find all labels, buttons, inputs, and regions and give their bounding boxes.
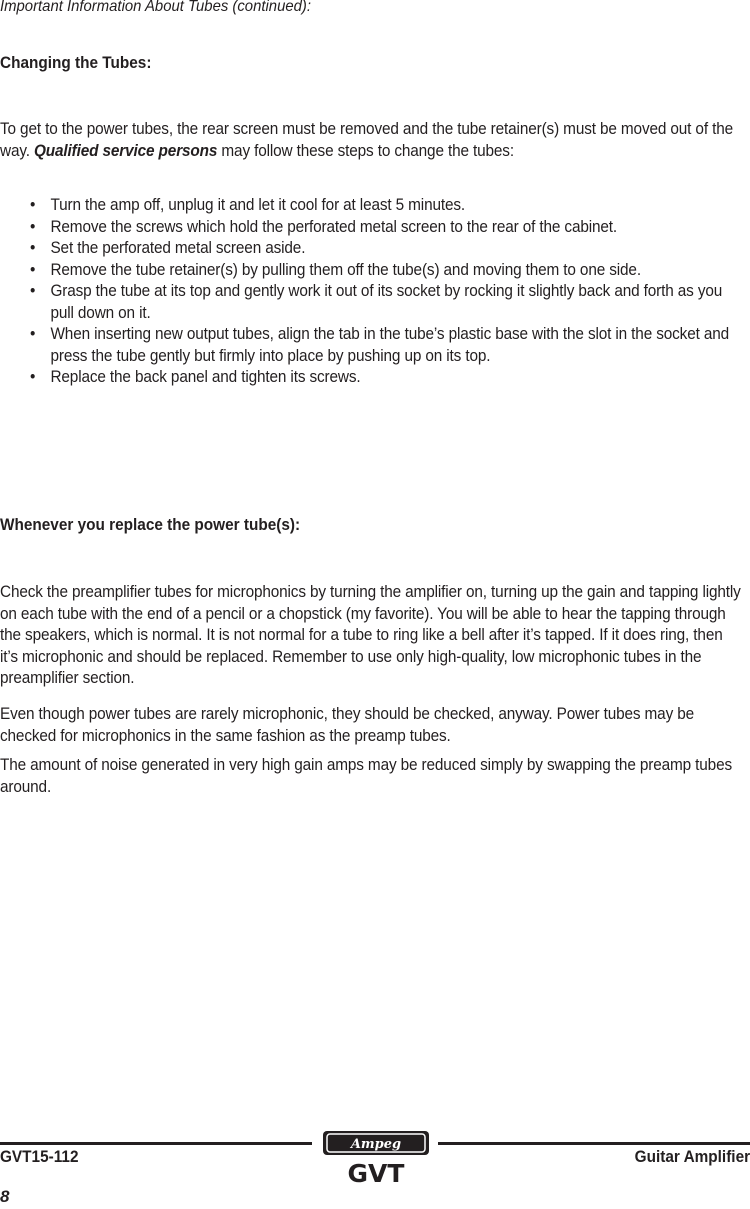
- list-item: • Remove the tube retainer(s) by pulling them off the tube(s) and moving them to one side.: [30, 260, 746, 282]
- tube-change-steps: [30, 195, 746, 389]
- noise-paragraph: The amount of noise generated in very high gain amps may be reduced simply by swapping the preamp tubes around.: [0, 756, 733, 796]
- page-number: 8: [0, 1187, 10, 1206]
- footer-rule-right: [438, 1142, 750, 1145]
- power-tubes-paragraph: Even though power tubes are rarely microphonic, they should be checked, anyway. Power tubes may be checked for microphonics in the same fashion as the preamp tubes.: [0, 705, 695, 745]
- footer-model: GVT15-112: [0, 1148, 79, 1166]
- list-item: • Turn the amp off, unplug it and let it cool for at least 5 minutes.: [30, 195, 746, 217]
- microphonics-paragraph: Check the preamplifier tubes for microphonics by turning the amplifier on, turning up the gain and tapping lightly on each tube with the end of a pencil or a chopstick (my favorite). You will be able to hear the tapping through the speakers, which is normal. It is not normal for a tube to ring like a bell after it’s tapped. If it does ring, then it’s microphonic and should be replaced. Remember to use only high-quality, low microphonic tubes in the preamplifier section.: [0, 583, 741, 687]
- running-head: Important Information About Tubes (continued):: [0, 0, 311, 15]
- bullet-glyph: •: [30, 282, 36, 300]
- logo-series: GVT: [347, 1159, 405, 1186]
- bullet-glyph: •: [30, 196, 36, 214]
- list-item: • When inserting new output tubes, align the tab in the tube’s plastic base with the slot in the socket and press the tube gently but firmly into place by pushing up on its top.: [30, 325, 730, 365]
- ampeg-gvt-logo: [322, 1130, 430, 1186]
- bullet-glyph: •: [30, 325, 36, 343]
- footer-rule-left: [0, 1142, 312, 1145]
- section-heading-replace-power-tubes: Whenever you replace the power tube(s):: [0, 516, 301, 534]
- list-item: • Remove the screws which hold the perforated metal screen to the rear of the cabinet.: [30, 217, 746, 239]
- intro-paragraph: [0, 119, 744, 162]
- footer-product: Guitar Amplifier: [634, 1148, 750, 1166]
- section-heading-changing-tubes: Changing the Tubes:: [0, 54, 152, 72]
- list-item: • Set the perforated metal screen aside.: [30, 238, 746, 260]
- bullet-glyph: •: [30, 239, 36, 257]
- bullet-glyph: •: [30, 260, 36, 279]
- logo-brand-script: Ampeg: [350, 1137, 402, 1152]
- bullet-glyph: •: [30, 217, 36, 236]
- list-item: • Grasp the tube at its top and gently work it out of its socket by rocking it slightly back and forth as you pull down on it.: [30, 282, 723, 322]
- qualified-service-emphasis: Qualified service persons: [33, 141, 218, 160]
- list-item: • Replace the back panel and tighten its screws.: [30, 367, 746, 389]
- bullet-glyph: •: [30, 368, 36, 386]
- intro-text-after: may follow these steps to change the tubes:: [221, 141, 514, 160]
- intro-text-before: To get to the power tubes, the rear screen must be removed and the tube retainer(s) must be moved out of the way.: [0, 120, 733, 160]
